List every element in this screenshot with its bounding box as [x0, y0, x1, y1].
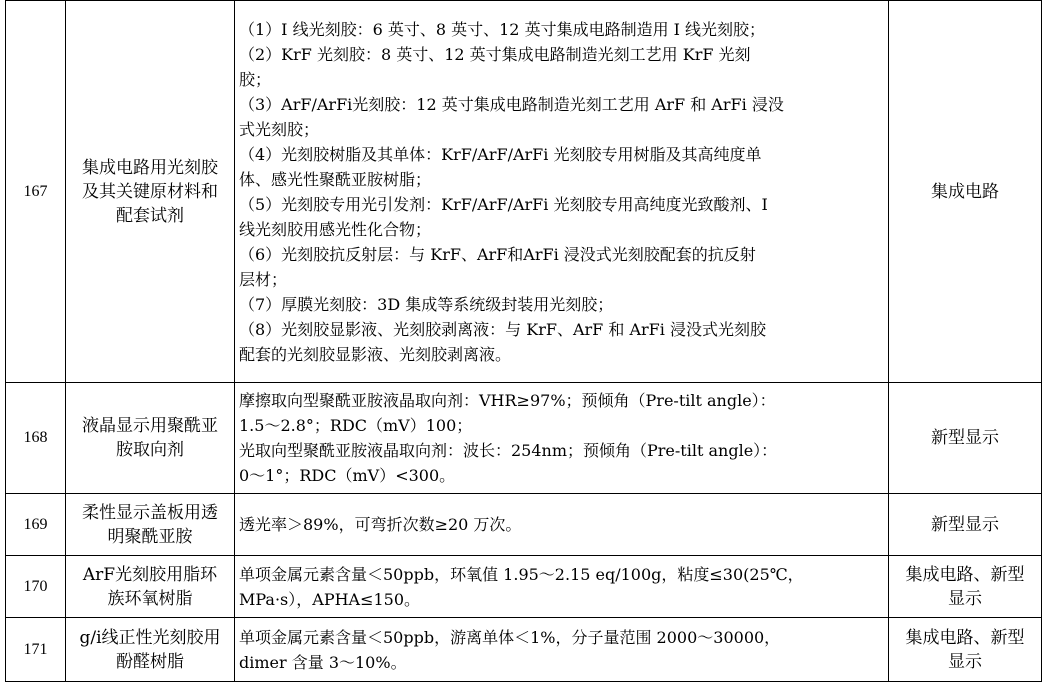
- material-name-line: 配套试剂: [116, 205, 184, 226]
- requirement-line: 体、感光性聚酰亚胺树脂；: [239, 169, 432, 189]
- requirement-line: 单项金属元素含量＜50ppb，环氧值 1.95～2.15 eq/100g，粘度≤30(25℃，: [239, 564, 804, 584]
- application-field-line: 新型显示: [931, 514, 999, 535]
- application-field: [889, 1, 1042, 383]
- materials-table: [5, 0, 1042, 682]
- application-field-line: 新型显示: [931, 428, 999, 448]
- requirement-line: 摩擦取向型聚酰亚胺液晶取向剂：VHR≥97%；预倾角（Pre-tilt angle）：: [239, 391, 776, 410]
- material-name: [66, 556, 235, 618]
- row-number: 167: [6, 1, 66, 383]
- material-name-line: g/i线正性光刻胶用: [79, 627, 221, 648]
- requirement-line: 0～1°；RDC（mV）<300。: [239, 466, 456, 485]
- performance-requirements: [235, 383, 889, 494]
- material-name-line: ArF光刻胶用脂环: [82, 564, 218, 585]
- requirement-line: （2）KrF 光刻胶：8 英寸、12 英寸集成电路制造光刻工艺用 KrF 光刻: [239, 44, 751, 64]
- requirement-line: （6）光刻胶抗反射层：与 KrF、ArF和ArFi 浸没式光刻胶配套的抗反射: [239, 244, 756, 264]
- application-field-line: 显示: [948, 588, 982, 609]
- requirement-line: 配套的光刻胶显影液、光刻胶剥离液。: [239, 344, 512, 364]
- requirement-line: （4）光刻胶树脂及其单体：KrF/ArF/ArFi 光刻胶专用树脂及其高纯度单: [239, 144, 762, 164]
- material-name: [66, 618, 235, 682]
- table-row: [6, 494, 1042, 556]
- requirement-line: 1.5～2.8°；RDC（mV）100；: [239, 416, 473, 435]
- performance-requirements: [235, 494, 889, 556]
- requirement-line: （1）I 线光刻胶：6 英寸、8 英寸、12 英寸集成电路制造用 I 线光刻胶；: [239, 19, 766, 39]
- requirement-line: （8）光刻胶显影液、光刻胶剥离液：与 KrF、ArF 和 ArFi 浸没式光刻胶: [239, 319, 766, 339]
- application-field-line: 集成电路、新型: [905, 564, 1025, 585]
- material-name-line: 明聚酰亚胺: [107, 526, 193, 547]
- table-row: [6, 383, 1042, 494]
- application-field: [889, 556, 1042, 618]
- performance-requirements: [235, 556, 889, 618]
- material-name: [66, 494, 235, 556]
- requirement-line: 层材；: [239, 269, 288, 289]
- row-number: 168: [6, 383, 66, 494]
- material-name-line: 族环氧树脂: [107, 588, 193, 609]
- material-name-line: 柔性显示盖板用透: [82, 502, 218, 523]
- requirement-line: （5）光刻胶专用光引发剂：KrF/ArF/ArFi 光刻胶专用高纯度光致酸剂、I: [239, 194, 768, 214]
- requirement-line: MPa·s），APHA≤150。: [239, 589, 421, 609]
- row-number: 170: [6, 556, 66, 618]
- requirement-line: 式光刻胶；: [239, 119, 320, 139]
- application-field-line: 显示: [948, 651, 982, 672]
- table-row: [6, 556, 1042, 618]
- material-name-line: 集成电路用光刻胶: [82, 157, 218, 178]
- requirement-line: 单项金属元素含量＜50ppb，游离单体＜1%，分子量范围 2000～30000，: [239, 627, 781, 647]
- application-field-line: 集成电路、新型: [905, 627, 1025, 648]
- application-field-line: 集成电路: [931, 181, 999, 202]
- table-row: [6, 1, 1042, 383]
- requirement-line: （3）ArF/ArFi光刻胶：12 英寸集成电路制造光刻工艺用 ArF 和 ArFi 浸没: [239, 94, 784, 114]
- requirement-line: 光取向型聚酰亚胺液晶取向剂：波长：254nm；预倾角（Pre-tilt angle）：: [239, 441, 778, 460]
- row-number: 169: [6, 494, 66, 556]
- material-name: [66, 383, 235, 494]
- material-name: [66, 1, 235, 383]
- performance-requirements: [235, 618, 889, 682]
- requirement-line: dimer 含量 3～10%。: [239, 652, 407, 672]
- application-field: [889, 494, 1042, 556]
- table-row: [6, 618, 1042, 682]
- application-field: [889, 383, 1042, 494]
- requirement-line: 胶；: [239, 69, 272, 89]
- material-name-line: 胺取向剂: [116, 440, 184, 460]
- performance-requirements: [235, 1, 889, 383]
- material-name-line: 液晶显示用聚酰亚: [82, 416, 218, 436]
- application-field: [889, 618, 1042, 682]
- material-name-line: 酚醛树脂: [116, 651, 184, 672]
- material-name-line: 及其关键原材料和: [82, 181, 218, 202]
- row-number: 171: [6, 618, 66, 682]
- requirement-line: 透光率＞89%，可弯折次数≥20 万次。: [239, 515, 522, 534]
- requirement-line: 线光刻胶用感光性化合物；: [239, 219, 432, 239]
- requirement-line: （7）厚膜光刻胶：3D 集成等系统级封装用光刻胶；: [239, 294, 614, 314]
